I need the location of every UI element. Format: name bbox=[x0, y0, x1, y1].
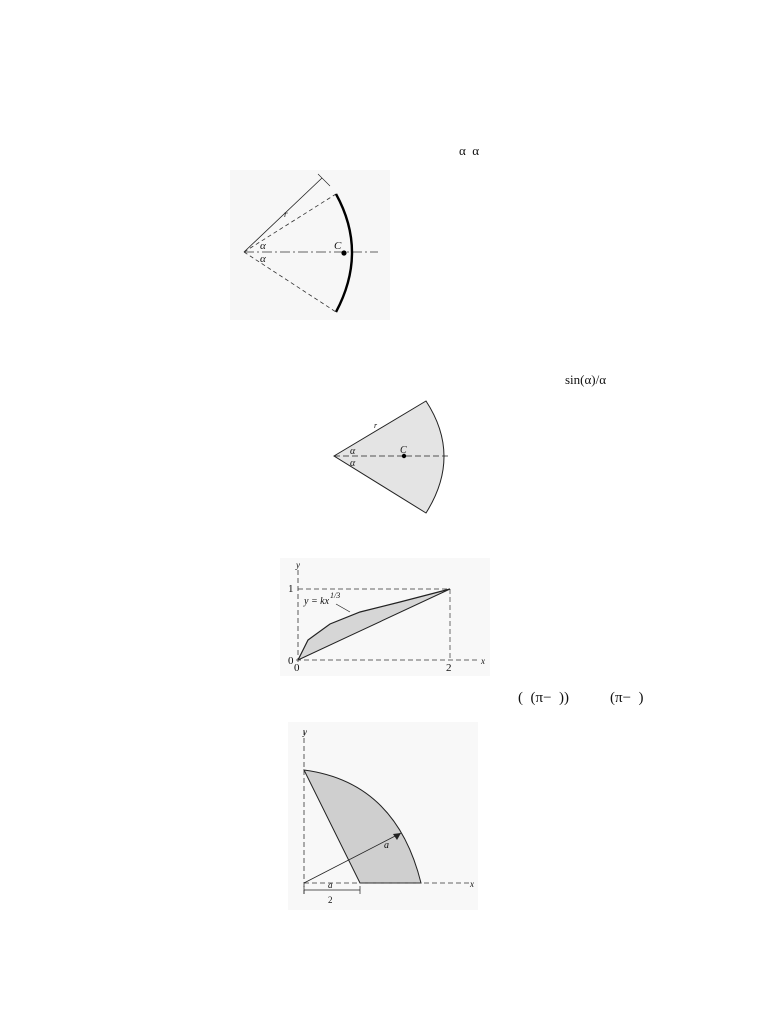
alpha-top-label: α bbox=[260, 240, 266, 252]
tick-y0: 0 bbox=[288, 655, 294, 667]
figure-sector bbox=[330, 398, 450, 518]
y-axis-label: y bbox=[303, 727, 307, 737]
figure-quarter-sector bbox=[288, 722, 478, 910]
alpha-bottom-label: α bbox=[350, 458, 356, 469]
sector-shape bbox=[334, 401, 444, 513]
sin-ratio-text: sin(α)/α bbox=[565, 372, 607, 387]
r-label: r bbox=[284, 209, 288, 219]
alpha-bottom-label: α bbox=[260, 253, 266, 265]
x-axis-label: x bbox=[470, 879, 474, 889]
figure-curve-area bbox=[280, 558, 490, 676]
centroid-dot bbox=[341, 250, 346, 255]
tick-y1: 1 bbox=[288, 583, 294, 595]
radius-label: a bbox=[384, 840, 389, 851]
curve-label: y = kx bbox=[304, 596, 330, 607]
paren-expression-left: ( (π− )) bbox=[518, 690, 570, 706]
figure-arc bbox=[230, 170, 390, 320]
C-label: C bbox=[334, 240, 342, 252]
C-label: C bbox=[400, 445, 407, 456]
curve-exponent: 1/3 bbox=[330, 591, 341, 600]
alpha-top-label: α bbox=[350, 446, 356, 457]
alpha-pair-text: α α bbox=[459, 143, 480, 158]
fraction-numerator: a bbox=[328, 880, 333, 890]
tick-x2: 2 bbox=[446, 662, 452, 674]
y-axis-label: y bbox=[296, 560, 300, 570]
r-label: r bbox=[374, 421, 378, 430]
tick-x0: 0 bbox=[294, 662, 300, 674]
x-axis-label: x bbox=[481, 656, 485, 666]
fraction-denominator: 2 bbox=[328, 895, 333, 905]
paren-expression-right: (π− ) bbox=[610, 690, 644, 706]
